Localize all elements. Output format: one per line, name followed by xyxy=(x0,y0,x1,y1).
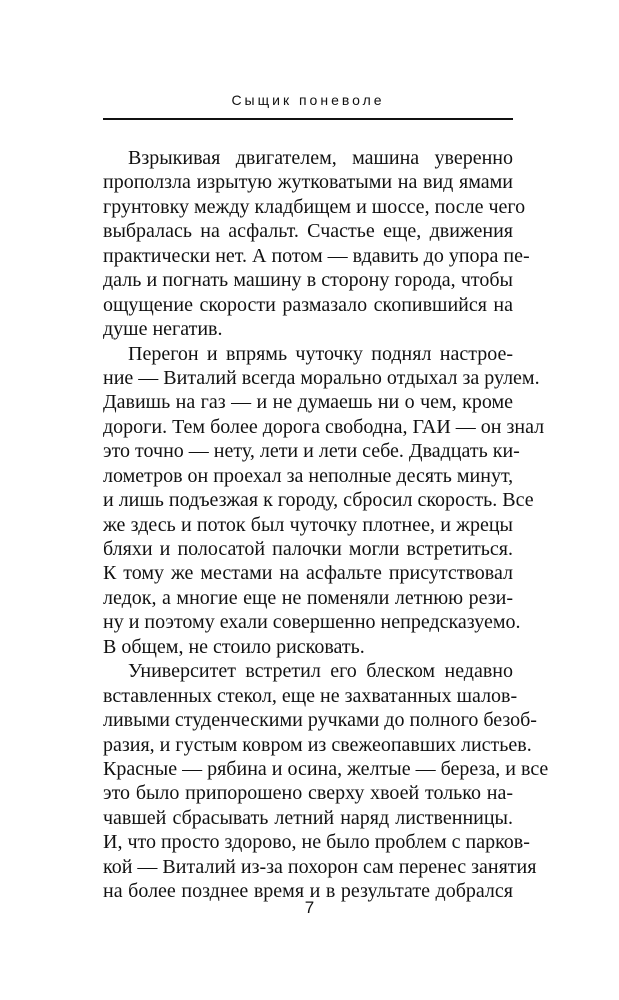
header-rule xyxy=(103,118,513,120)
text-line: В общем, не стоило рисковать. xyxy=(103,635,365,658)
running-head: Сыщик поневоле xyxy=(231,92,385,108)
text-line: Взрыкивая двигателем, машина уверенно xyxy=(128,147,513,169)
text-line: разия, и густым ковром из свежеопавших листьев. xyxy=(103,733,532,756)
text-line: чавшей сбрасывать летний наряд лиственницы. xyxy=(103,806,513,829)
text-line: лометров он проехал за неполные десять минут, xyxy=(103,464,514,487)
text-line: практически нет. А потом — вдавить до упора пе- xyxy=(103,244,530,267)
page-number: 7 xyxy=(304,898,315,917)
text-line: ну и поэтому ехали совершенно непредсказуемо. xyxy=(103,611,521,634)
text-line: Перегон и впрямь чуточку поднял настрое- xyxy=(128,342,513,365)
text-line: ощущение скорости размазало скопившийся на xyxy=(103,293,513,316)
text-line: Университет встретил его блеском недавно xyxy=(128,660,513,683)
text-line: К тому же местами на асфальте присутствовал xyxy=(103,562,513,585)
text-line: на более позднее время и в результате добрался xyxy=(103,880,513,903)
text-line: душе негатив. xyxy=(103,318,223,341)
text-line: выбралась на асфальт. Счастье еще, движения xyxy=(103,220,513,243)
text-line: даль и погнать машину в сторону города, чтобы xyxy=(103,269,513,292)
text-line: ледок, а многие еще не поменяли летнюю рези- xyxy=(103,586,513,609)
text-line: дороги. Тем более дорога свободна, ГАИ — он знал xyxy=(103,415,545,438)
text-line: бляхи и полосатой палочки могли встретиться. xyxy=(103,538,513,560)
text-line: и лишь подъезжая к городу, сбросил скорость. Все xyxy=(103,489,534,512)
body-text xyxy=(103,146,549,904)
text-line: ливыми студенческими ручками до полного безоб- xyxy=(103,709,537,732)
text-line: И, что просто здорово, не было проблем с парков- xyxy=(103,831,530,854)
text-line: это было припорошено сверху хвоей только на- xyxy=(103,782,513,805)
text-line: кой — Виталий из-за похорон сам перенес занятия xyxy=(103,855,537,878)
text-line: проползла изрытую жутковатыми на вид ямами xyxy=(103,171,513,194)
text-line: это точно — нету, лети и лети себе. Двадцать ки- xyxy=(103,440,520,463)
text-line: Красные — рябина и осина, желтые — береза, и все xyxy=(103,757,549,780)
text-line: грунтовку между кладбищем и шоссе, после чего xyxy=(103,195,526,218)
text-line: Давишь на газ — и не думаешь ни о чем, кроме xyxy=(103,391,513,414)
text-line: ние — Виталий всегда морально отдыхал за рулем. xyxy=(103,366,540,389)
text-line: же здесь и поток был чуточку плотнее, и жрецы xyxy=(103,513,513,536)
text-line: вставленных стекол, еще не захватанных шалов- xyxy=(103,684,518,707)
